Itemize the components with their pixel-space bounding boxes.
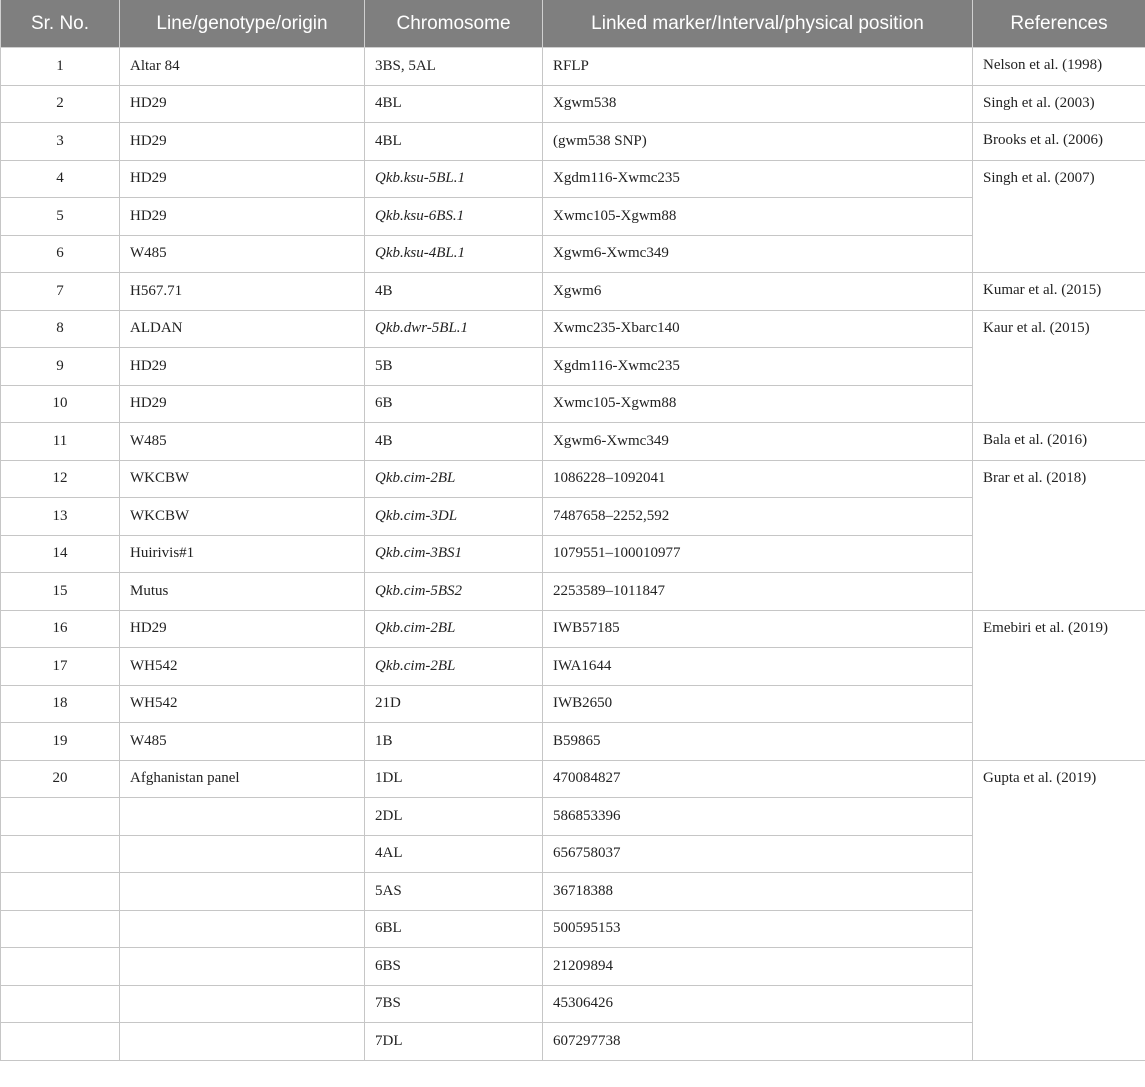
cell-sr: 4	[1, 160, 120, 198]
cell-line: Mutus	[120, 573, 365, 611]
header-sr-no: Sr. No.	[1, 0, 120, 48]
cell-marker: Xgwm6-Xwmc349	[543, 423, 973, 461]
table-row	[1, 423, 1145, 461]
cell-line: HD29	[120, 610, 365, 648]
cell-line	[120, 798, 365, 836]
table-row	[1, 123, 1145, 161]
cell-marker: 7487658–2252,592	[543, 498, 973, 536]
cell-chromosome: 4BL	[365, 123, 543, 161]
header-row	[1, 0, 1145, 48]
cell-chromosome: Qkb.cim-3BS1	[365, 535, 543, 573]
cell-line: W485	[120, 423, 365, 461]
cell-line: HD29	[120, 85, 365, 123]
cell-marker: 36718388	[543, 873, 973, 911]
cell-chromosome: 2DL	[365, 798, 543, 836]
cell-marker: RFLP	[543, 48, 973, 86]
cell-sr: 19	[1, 723, 120, 761]
cell-sr: 9	[1, 348, 120, 386]
cell-marker: 21209894	[543, 948, 973, 986]
cell-sr: 11	[1, 423, 120, 461]
cell-marker: 470084827	[543, 760, 973, 798]
cell-marker: Xgdm116-Xwmc235	[543, 348, 973, 386]
cell-marker: 1086228–1092041	[543, 460, 973, 498]
cell-chromosome: Qkb.ksu-4BL.1	[365, 235, 543, 273]
cell-reference: Kumar et al. (2015)	[973, 273, 1145, 311]
cell-marker: Xwmc105-Xgwm88	[543, 198, 973, 236]
cell-chromosome: 1B	[365, 723, 543, 761]
cell-chromosome: 6BL	[365, 910, 543, 948]
cell-line	[120, 1023, 365, 1061]
cell-marker: B59865	[543, 723, 973, 761]
cell-chromosome: Qkb.cim-3DL	[365, 498, 543, 536]
cell-chromosome: Qkb.dwr-5BL.1	[365, 310, 543, 348]
table-row	[1, 160, 1145, 198]
cell-marker: (gwm538 SNP)	[543, 123, 973, 161]
header-references: References	[973, 0, 1145, 48]
cell-sr: 18	[1, 685, 120, 723]
cell-marker: 607297738	[543, 1023, 973, 1061]
cell-sr: 17	[1, 648, 120, 686]
cell-reference: Emebiri et al. (2019)	[973, 610, 1145, 760]
header-line: Line/genotype/origin	[120, 0, 365, 48]
cell-chromosome: 4BL	[365, 85, 543, 123]
table-row	[1, 760, 1145, 798]
cell-line: H567.71	[120, 273, 365, 311]
cell-line: HD29	[120, 198, 365, 236]
header-marker: Linked marker/Interval/physical position	[543, 0, 973, 48]
cell-sr: 1	[1, 48, 120, 86]
cell-reference: Brar et al. (2018)	[973, 460, 1145, 610]
cell-line	[120, 873, 365, 911]
cell-chromosome: 5B	[365, 348, 543, 386]
cell-marker: Xgwm6-Xwmc349	[543, 235, 973, 273]
cell-chromosome: Qkb.cim-5BS2	[365, 573, 543, 611]
table-row	[1, 85, 1145, 123]
cell-chromosome: 7BS	[365, 985, 543, 1023]
cell-sr: 7	[1, 273, 120, 311]
cell-marker: Xwmc235-Xbarc140	[543, 310, 973, 348]
header-chromosome: Chromosome	[365, 0, 543, 48]
cell-marker: 586853396	[543, 798, 973, 836]
cell-reference: Bala et al. (2016)	[973, 423, 1145, 461]
cell-marker: Xgwm538	[543, 85, 973, 123]
cell-sr: 12	[1, 460, 120, 498]
cell-sr	[1, 873, 120, 911]
cell-line: Afghanistan panel	[120, 760, 365, 798]
cell-chromosome: 4B	[365, 423, 543, 461]
cell-line: WH542	[120, 648, 365, 686]
cell-sr: 20	[1, 760, 120, 798]
cell-chromosome: 5AS	[365, 873, 543, 911]
cell-line: Altar 84	[120, 48, 365, 86]
table-row	[1, 48, 1145, 86]
cell-sr: 2	[1, 85, 120, 123]
cell-chromosome: Qkb.cim-2BL	[365, 648, 543, 686]
cell-marker: Xwmc105-Xgwm88	[543, 385, 973, 423]
cell-line	[120, 948, 365, 986]
cell-line: HD29	[120, 123, 365, 161]
cell-sr: 10	[1, 385, 120, 423]
cell-line	[120, 985, 365, 1023]
cell-line: Huirivis#1	[120, 535, 365, 573]
cell-reference: Singh et al. (2007)	[973, 160, 1145, 273]
cell-sr: 13	[1, 498, 120, 536]
table-row	[1, 273, 1145, 311]
cell-line: HD29	[120, 385, 365, 423]
cell-reference: Singh et al. (2003)	[973, 85, 1145, 123]
cell-marker: IWA1644	[543, 648, 973, 686]
cell-sr: 16	[1, 610, 120, 648]
cell-sr: 14	[1, 535, 120, 573]
cell-marker: 1079551–100010977	[543, 535, 973, 573]
cell-line: HD29	[120, 348, 365, 386]
cell-line	[120, 910, 365, 948]
cell-chromosome: 6B	[365, 385, 543, 423]
cell-marker: 656758037	[543, 835, 973, 873]
cell-chromosome: Qkb.ksu-5BL.1	[365, 160, 543, 198]
cell-reference: Gupta et al. (2019)	[973, 760, 1145, 1060]
cell-chromosome: Qkb.cim-2BL	[365, 460, 543, 498]
cell-reference: Nelson et al. (1998)	[973, 48, 1145, 86]
cell-sr	[1, 1023, 120, 1061]
cell-sr	[1, 910, 120, 948]
cell-line: WH542	[120, 685, 365, 723]
cell-sr	[1, 985, 120, 1023]
cell-line: WKCBW	[120, 460, 365, 498]
cell-chromosome: 1DL	[365, 760, 543, 798]
cell-sr: 3	[1, 123, 120, 161]
cell-chromosome: 6BS	[365, 948, 543, 986]
cell-chromosome: 3BS, 5AL	[365, 48, 543, 86]
cell-chromosome: Qkb.cim-2BL	[365, 610, 543, 648]
cell-chromosome: 4B	[365, 273, 543, 311]
cell-reference: Brooks et al. (2006)	[973, 123, 1145, 161]
cell-sr	[1, 948, 120, 986]
cell-marker: 500595153	[543, 910, 973, 948]
cell-marker: 2253589–1011847	[543, 573, 973, 611]
cell-line: HD29	[120, 160, 365, 198]
table-row	[1, 310, 1145, 348]
table-row	[1, 610, 1145, 648]
cell-line: W485	[120, 235, 365, 273]
cell-sr	[1, 798, 120, 836]
cell-line: WKCBW	[120, 498, 365, 536]
cell-reference: Kaur et al. (2015)	[973, 310, 1145, 423]
cell-sr: 6	[1, 235, 120, 273]
cell-sr: 15	[1, 573, 120, 611]
cell-sr: 5	[1, 198, 120, 236]
cell-chromosome: 7DL	[365, 1023, 543, 1061]
cell-line: W485	[120, 723, 365, 761]
cell-marker: Xgdm116-Xwmc235	[543, 160, 973, 198]
cell-line: ALDAN	[120, 310, 365, 348]
cell-marker: 45306426	[543, 985, 973, 1023]
cell-marker: Xgwm6	[543, 273, 973, 311]
cell-marker: IWB2650	[543, 685, 973, 723]
cell-sr: 8	[1, 310, 120, 348]
cell-marker: IWB57185	[543, 610, 973, 648]
table-row	[1, 460, 1145, 498]
cell-chromosome: 4AL	[365, 835, 543, 873]
cell-sr	[1, 835, 120, 873]
cell-line	[120, 835, 365, 873]
cell-chromosome: Qkb.ksu-6BS.1	[365, 198, 543, 236]
cell-chromosome: 21D	[365, 685, 543, 723]
